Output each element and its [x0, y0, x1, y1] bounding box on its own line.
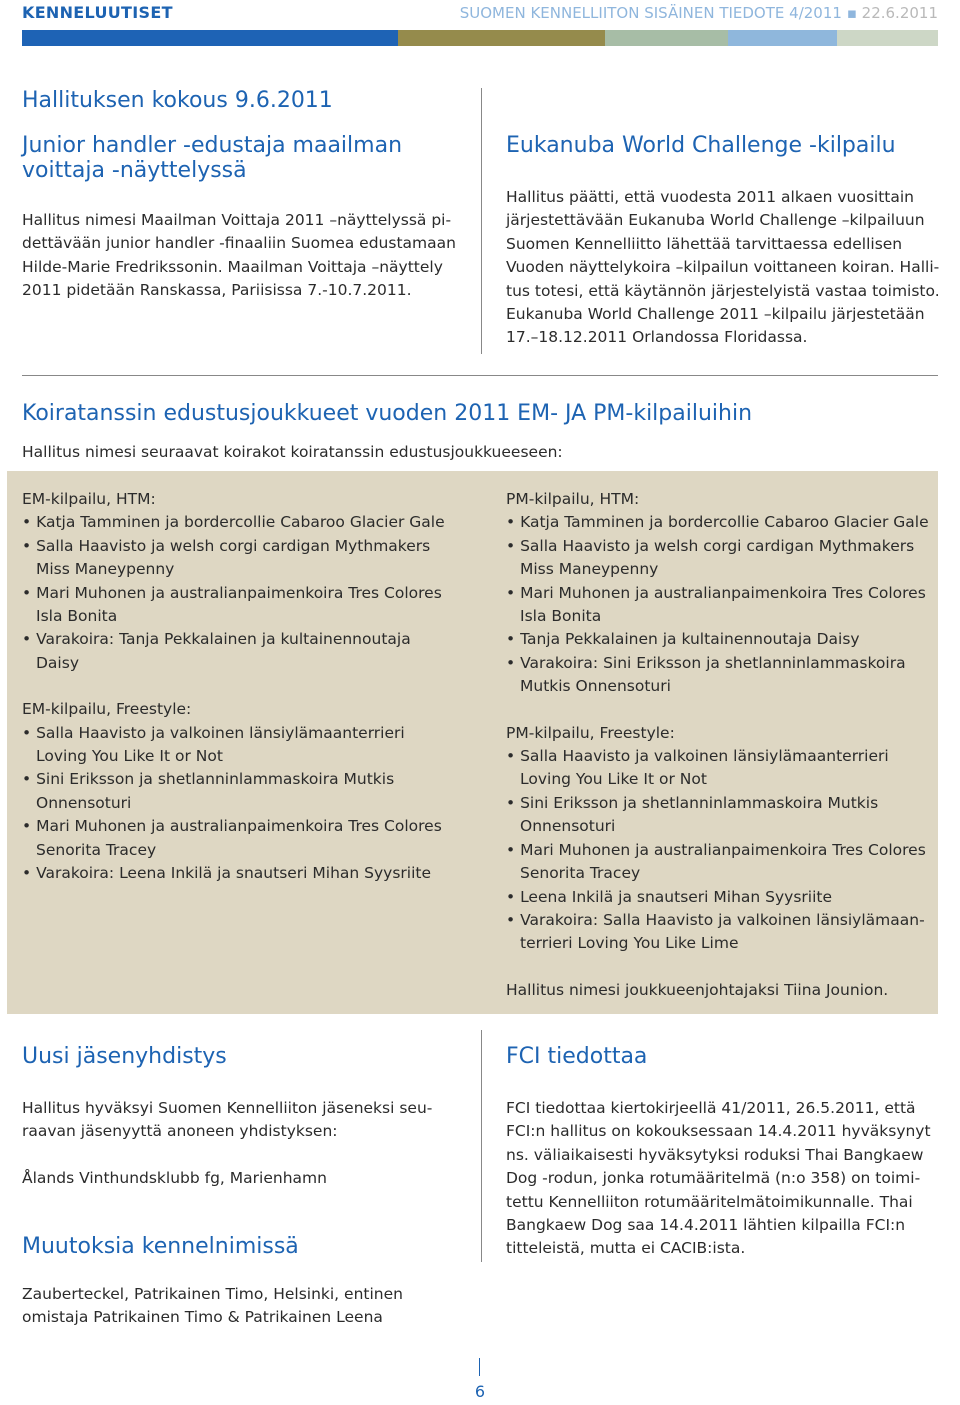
list-item: Loving You Like It or Not	[520, 770, 707, 789]
text-line: dettävään junior handler -finaaliin Suomea edustamaan	[22, 234, 456, 253]
member-club: Ålands Vinthundsklubb fg, Marienhamn	[22, 1169, 327, 1187]
list-item: Onnensoturi	[520, 817, 616, 836]
text-line: Zauberteckel, Patrikainen Timo, Helsinki, entinen	[22, 1285, 403, 1303]
list-item: Loving You Like It or Not	[36, 747, 223, 766]
stripe-4	[728, 30, 837, 46]
list-item: • Salla Haavisto ja welsh corgi cardigan Mythmakers	[22, 536, 431, 555]
member-title: Uusi jäsenyhdistys	[22, 1044, 227, 1069]
text-line: ns. väliaikaisesti hyväksytyksi roduksi Thai Bangkaew	[506, 1145, 924, 1164]
text-line: Eukanuba World Challenge 2011 –kilpailu järjestetään	[506, 305, 925, 324]
stripe-1	[22, 30, 398, 46]
color-stripe-bar	[22, 30, 938, 46]
em-free-heading: EM-kilpailu, Freestyle:	[22, 700, 192, 719]
text-line: tus totesi, että käytännön järjestelyistä vastaa toimisto.	[506, 281, 940, 300]
text-line: Dog -rodun, jonka rotumääritelmä (n:o 358) on toimi-	[506, 1169, 921, 1188]
list-item: • Leena Inkilä ja snautseri Mihan Syysriite	[506, 887, 833, 906]
list-item: • Sini Eriksson ja shetlanninlammaskoira Mutkis	[22, 770, 395, 789]
text-line: 2011 pidetään Ranskassa, Pariisissa 7.-10.7.2011.	[22, 281, 412, 300]
fci-title: FCI tiedottaa	[506, 1044, 648, 1069]
junior-title-line: voittaja -näyttelyssä	[22, 158, 247, 183]
list-item: • Katja Tamminen ja bordercollie Cabaroo Glacier Gale	[22, 513, 445, 532]
pm-free-heading: PM-kilpailu, Freestyle:	[506, 723, 675, 742]
text-line: 17.–18.12.2011 Orlandossa Floridassa.	[506, 328, 808, 347]
list-item: • Salla Haavisto ja valkoinen länsiylämaanterrieri	[506, 747, 889, 766]
list-item: Senorita Tracey	[520, 864, 641, 883]
pm-htm-heading: PM-kilpailu, HTM:	[506, 490, 640, 508]
list-item: • Varakoira: Sini Eriksson ja shetlanninlammaskoira	[506, 653, 906, 672]
em-htm-group	[22, 488, 472, 675]
text-line: titteleistä, mutta ei CACIB:ista.	[506, 1239, 746, 1258]
text-line: Suomen Kennelliitto lähettää tarvittaessa edellisen	[506, 234, 903, 253]
text-line: FCI tiedottaa kiertokirjeellä 41/2011, 26.5.2011, että	[506, 1099, 916, 1117]
text-line: FCI:n hallitus on kokouksessaan 14.4.2011 hyväksynyt	[506, 1122, 931, 1141]
text-line: Hallitus nimesi Maailman Voittaja 2011 –näyttelyssä pi-	[22, 211, 452, 229]
em-column	[22, 488, 472, 909]
publication-name: SUOMEN KENNELLIITON SISÄINEN TIEDOTE 4/2011	[459, 4, 842, 22]
list-item: • Sini Eriksson ja shetlanninlammaskoira Mutkis	[506, 793, 879, 812]
list-item: • Mari Muhonen ja australianpaimenkoira Tres Colores	[22, 817, 442, 836]
list-item: • Varakoira: Leena Inkilä ja snautseri Mihan Syysriite	[22, 864, 432, 883]
list-item: • Katja Tamminen ja bordercollie Cabaroo Glacier Gale	[506, 513, 929, 532]
list-item: Mutkis Onnensoturi	[520, 677, 671, 696]
stripe-2	[398, 30, 605, 46]
list-item: Senorita Tracey	[36, 840, 157, 859]
column-divider	[481, 1030, 482, 1262]
list-item: Isla Bonita	[36, 607, 118, 626]
meeting-title: Hallituksen kokous 9.6.2011	[22, 88, 333, 113]
publication-info	[460, 4, 938, 22]
page-number: 6	[474, 1382, 486, 1401]
list-item: • Tanja Pekkalainen ja kultainennoutaja Daisy	[506, 630, 860, 649]
kennel-body	[22, 1283, 403, 1330]
text-line: Vuoden näyttelykoira –kilpailun voittaneen koiran. Halli-	[506, 258, 940, 277]
stripe-3	[605, 30, 728, 46]
text-line: tettu Kennelliiton rotumääritelmätoimikunnalle. Thai	[506, 1192, 913, 1211]
pm-htm-group	[506, 488, 936, 699]
list-item: • Varakoira: Tanja Pekkalainen ja kultainennoutaja	[22, 630, 411, 649]
separator-bullet: ▪	[846, 4, 857, 22]
text-line: Hallitus hyväksyi Suomen Kennelliiton jäseneksi seu-	[22, 1099, 433, 1117]
list-item: Onnensoturi	[36, 793, 132, 812]
list-item: • Mari Muhonen ja australianpaimenkoira Tres Colores	[506, 840, 926, 859]
pm-free-group	[506, 722, 936, 956]
list-item: Isla Bonita	[520, 607, 602, 626]
list-item: • Mari Muhonen ja australianpaimenkoira Tres Colores	[506, 583, 926, 602]
section-divider	[22, 375, 938, 376]
junior-title	[22, 133, 402, 183]
list-item: • Salla Haavisto ja welsh corgi cardigan Mythmakers	[506, 536, 915, 555]
list-item: Daisy	[36, 653, 79, 672]
list-item: terrieri Loving You Like Lime	[520, 934, 739, 953]
list-item: • Mari Muhonen ja australianpaimenkoira Tres Colores	[22, 583, 442, 602]
pm-column	[506, 488, 936, 1002]
em-free-group	[22, 698, 472, 885]
kennel-title: Muutoksia kennelnimissä	[22, 1234, 299, 1259]
text-line: omistaja Patrikainen Timo & Patrikainen Leena	[22, 1308, 383, 1327]
text-line: järjestettävään Eukanuba World Challenge –kilpailuun	[506, 211, 925, 230]
column-divider	[481, 88, 482, 354]
fci-body	[506, 1097, 931, 1261]
list-item: Miss Maneypenny	[520, 560, 659, 579]
publication-date: 22.6.2011	[861, 4, 938, 22]
text-line: raavan jäsenyyttä anoneen yhdistyksen:	[22, 1122, 338, 1141]
text-line: Hallitus päätti, että vuodesta 2011 alkaen vuosittain	[506, 188, 914, 206]
em-htm-heading: EM-kilpailu, HTM:	[22, 490, 156, 508]
list-item: • Varakoira: Salla Haavisto ja valkoinen länsiylämaan-	[506, 910, 925, 929]
eukanuba-body	[506, 186, 940, 350]
dance-intro: Hallitus nimesi seuraavat koirakot koiratanssin edustusjoukkueeseen:	[22, 443, 563, 461]
list-item: Miss Maneypenny	[36, 560, 175, 579]
stripe-5	[837, 30, 938, 46]
team-leader-note: Hallitus nimesi joukkueenjohtajaksi Tiina Jounion.	[506, 980, 889, 999]
dance-title: Koiratanssin edustusjoukkueet vuoden 2011 EM- JA PM-kilpailuihin	[22, 401, 753, 426]
member-body	[22, 1097, 432, 1144]
section-label: KENNELUUTISET	[22, 3, 173, 22]
junior-title-line: Junior handler -edustaja maailman	[22, 133, 403, 158]
text-line: Hilde-Marie Fredrikssonin. Maailman Voittaja –näyttely	[22, 257, 443, 276]
junior-body	[22, 209, 456, 303]
list-item: • Salla Haavisto ja valkoinen länsiylämaanterrieri	[22, 723, 405, 742]
eukanuba-title: Eukanuba World Challenge -kilpailu	[506, 133, 896, 158]
page-number-rule	[479, 1358, 480, 1376]
text-line: Bangkaew Dog saa 14.4.2011 lähtien kilpailla FCI:n	[506, 1216, 906, 1235]
